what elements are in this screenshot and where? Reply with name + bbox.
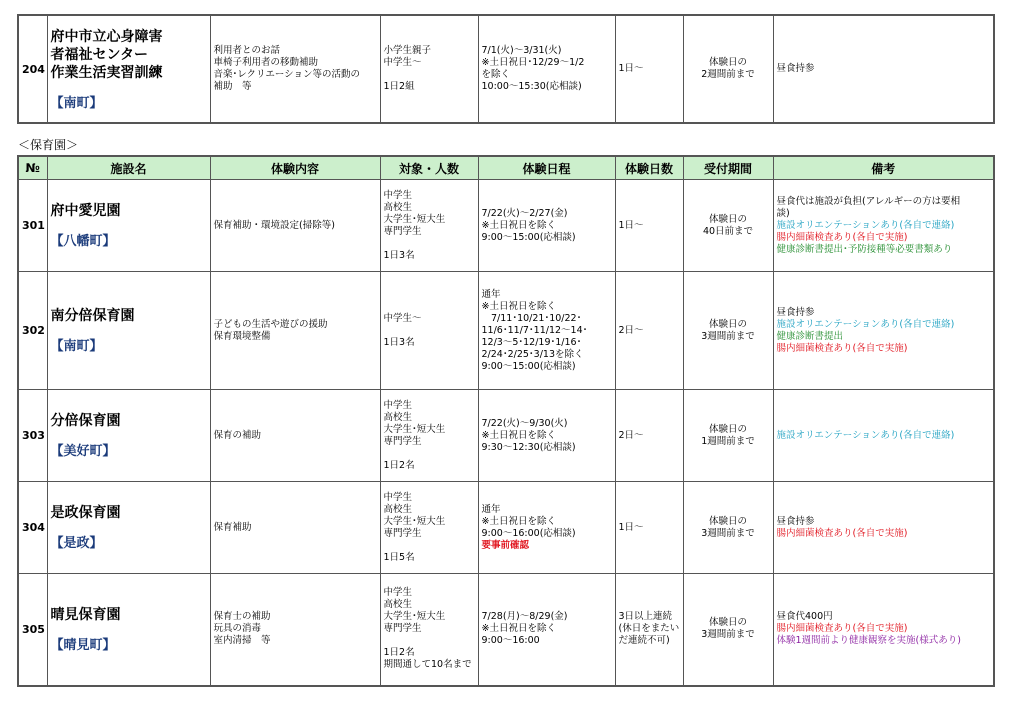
schedule-line: ※土日祝日を除く (481, 515, 556, 527)
target-line: 1日5名 (383, 551, 415, 563)
content-cell (210, 390, 380, 482)
target-line (384, 325, 475, 337)
facility-name (51, 28, 207, 82)
header-content: 体験内容 (210, 156, 380, 180)
schedule-line: ※土日祝日を除く (481, 300, 556, 312)
table-row (18, 574, 994, 686)
note-line: 昼食持参 (776, 515, 815, 527)
row-number: 305 (18, 574, 47, 686)
deadline-line: 3週間前まで (701, 527, 755, 539)
target-line: 1日2名 (383, 459, 415, 471)
facility-town: 【晴見町】 (50, 637, 116, 653)
schedule-cell (478, 15, 615, 123)
target-line: 高校生 (383, 201, 413, 213)
facility-town: 【八幡町】 (50, 234, 116, 249)
content-cell (210, 272, 380, 390)
target-cell (380, 180, 478, 272)
facility-town: 【美好町】 (50, 444, 116, 459)
facility-name: 是政保育園 (50, 505, 121, 521)
content-line: 利用者とのお話 (213, 45, 281, 56)
schedule-cell (478, 482, 615, 574)
facility-cell (47, 390, 210, 482)
facility-name: 晴見保育園 (50, 606, 121, 623)
target-line: 大学生･短大生 (383, 515, 446, 527)
content-line: 保育補助・環境設定(掃除等) (213, 219, 335, 231)
facility-name: 分倍保育園 (50, 413, 121, 429)
schedule-cell (478, 390, 615, 482)
row-number: 204 (18, 15, 47, 123)
note-line: 昼食持参 (776, 63, 815, 74)
schedule-line: 7/22(火)～2/27(金) (481, 207, 568, 219)
deadline-cell (683, 15, 773, 123)
target-cell (380, 272, 478, 390)
schedule-line: 通年 (481, 503, 501, 515)
schedule-line: 12/3～5･12/19･1/16･ (481, 336, 582, 348)
deadline-line: 1週間前まで (701, 435, 755, 447)
schedule-line: 7/22(火)～9/30(火) (481, 417, 568, 429)
content-cell (210, 574, 380, 686)
header-days: 体験日数 (615, 156, 683, 180)
content-cell (210, 180, 380, 272)
content-line: 保育士の補助 (213, 611, 271, 623)
note-line: 腸内細菌検査あり(各自で実施) (776, 231, 908, 243)
target-line: 専門学生 (383, 225, 422, 237)
deadline-line: 体験日の (708, 515, 747, 527)
section-heading: ＜保育園＞ (18, 138, 79, 152)
target-line: 大学生･短大生 (383, 423, 446, 435)
target-line: 中学生 (383, 189, 413, 201)
schedule-cell (478, 574, 615, 686)
header-facility: 施設名 (47, 156, 210, 180)
header-notes: 備考 (773, 156, 994, 180)
notes-cell (773, 574, 994, 686)
target-line (384, 238, 475, 250)
deadline-line: 2週間前まで (701, 69, 755, 80)
target-line: 1日2名 (383, 647, 415, 659)
facility-name: 南分倍保育園 (50, 308, 135, 324)
notes-cell (773, 482, 994, 574)
facility-cell (47, 574, 210, 686)
target-cell (380, 390, 478, 482)
target-cell (380, 15, 478, 123)
content-cell (210, 482, 380, 574)
deadline-line: 3週間前まで (701, 629, 755, 641)
days-cell: 2日～ (615, 272, 683, 390)
note-line: 健康診断書提出 (776, 330, 844, 342)
note-line: 施設オリエンテーションあり(各自で連絡) (776, 429, 955, 441)
deadline-line: 3週間前まで (701, 330, 755, 342)
schedule-cell (478, 180, 615, 272)
schedule-line: 9:00～15:00(応相談) (481, 360, 576, 372)
target-line: 中学生～ (383, 312, 422, 324)
schedule-line: ※土日祝日を除く (481, 429, 556, 441)
row-number: 302 (18, 272, 47, 390)
target-line: 中学生 (383, 587, 413, 599)
schedule-line: 9:30～12:30(応相談) (481, 441, 576, 453)
nursery-table (17, 155, 995, 687)
facility-town: 【是政】 (50, 536, 103, 551)
schedule-line: ※土日祝日を除く (481, 623, 556, 635)
note-line: 施設オリエンテーションあり(各自で連絡) (776, 219, 955, 231)
facility-town: 【南町】 (50, 95, 103, 111)
facility-name-line: 作業生活実習訓練 (50, 64, 163, 81)
facility-cell (47, 272, 210, 390)
schedule-line: 9:00～16:00 (481, 635, 540, 647)
content-line: 補助 等 (213, 81, 252, 92)
target-line: 期間通して10名まで (383, 659, 472, 671)
schedule-line: 7/1(火)～3/31(火) (481, 45, 562, 56)
notes-cell (773, 272, 994, 390)
schedule-line: を除く (481, 69, 511, 80)
table-row (18, 390, 994, 482)
target-line: 中学生 (383, 491, 413, 503)
target-line (384, 635, 475, 647)
note-line: 昼食持参 (776, 306, 815, 318)
deadline-line: 体験日の (708, 423, 747, 435)
schedule-alert: 要事前確認 (481, 539, 530, 551)
schedule-line: 9:00～16:00(応相談) (481, 527, 576, 539)
target-line: 1日3名 (383, 249, 415, 261)
target-line (384, 448, 475, 460)
facility-cell (47, 180, 210, 272)
target-line (384, 540, 475, 552)
days-cell: 2日～ (615, 390, 683, 482)
content-cell (210, 15, 380, 123)
schedule-line: 2/24･2/25･3/13を除く (481, 348, 584, 360)
header-no: № (18, 156, 47, 180)
schedule-cell (478, 272, 615, 390)
content-line: 保育の補助 (213, 429, 262, 441)
header-target: 対象・人数 (380, 156, 478, 180)
schedule-line: 9:00～15:00(応相談) (481, 231, 576, 243)
target-line: 大学生･短大生 (383, 611, 446, 623)
notes-cell (773, 15, 994, 123)
header-row (18, 156, 994, 180)
table-row (18, 15, 994, 123)
table-row (18, 482, 994, 574)
rows-body (18, 180, 994, 686)
deadline-line: 40日前まで (702, 225, 754, 237)
note-line: 健康診断書提出･予防接種等必要書類あり (776, 243, 953, 255)
notes-cell (773, 390, 994, 482)
target-line (384, 69, 475, 81)
note-line: 腸内細菌検査あり(各自で実施) (776, 342, 908, 354)
content-line: 保育補助 (213, 521, 252, 533)
schedule-line: 11/6･11/7･11/12～14･ (481, 324, 588, 336)
deadline-cell (683, 180, 773, 272)
schedule-line: 7/11･10/21･10/22･ (481, 312, 582, 324)
deadline-cell (683, 574, 773, 686)
days-cell: 1日～ (615, 180, 683, 272)
facility-town: 【南町】 (50, 339, 103, 354)
content-line: 保育環境整備 (213, 330, 271, 342)
notes-cell (773, 180, 994, 272)
note-line: 談) (776, 207, 790, 219)
deadline-line: 体験日の (708, 57, 747, 68)
deadline-line: 体験日の (708, 617, 747, 629)
note-line: 昼食代は施設が負担(アレルギーの方は要相 (776, 195, 961, 207)
content-line: 音楽･レクリエーション等の活動の (213, 69, 360, 80)
target-line: 高校生 (383, 411, 413, 423)
row-number: 301 (18, 180, 47, 272)
target-line: 専門学生 (383, 527, 422, 539)
days-cell: 1日～ (615, 15, 683, 123)
schedule-line: 10:00～15:30(応相談) (481, 81, 582, 92)
deadline-cell (683, 272, 773, 390)
row-number: 303 (18, 390, 47, 482)
target-line: 1日2組 (383, 81, 415, 92)
target-line: 専門学生 (383, 623, 422, 635)
row-number: 304 (18, 482, 47, 574)
note-line: 腸内細菌検査あり(各自で実施) (776, 527, 908, 539)
schedule-line: ※土日祝日を除く (481, 219, 556, 231)
content-line: 玩具の消毒 (213, 623, 262, 635)
content-line: 子どもの生活や遊びの援助 (213, 318, 328, 330)
note-line: 体験1週間前より健康観察を実施(様式あり) (776, 635, 961, 647)
target-line: 1日3名 (383, 336, 415, 348)
schedule-line: 通年 (481, 288, 501, 300)
target-line: 高校生 (383, 503, 413, 515)
target-line: 中学生 (383, 399, 413, 411)
schedule-line: 7/28(月)～8/29(金) (481, 611, 568, 623)
disability-facility-table (17, 14, 995, 124)
schedule-line: ※土日祝日･12/29～1/2 (481, 57, 585, 68)
facility-cell (47, 15, 210, 123)
target-line: 中学生～ (383, 57, 422, 68)
facility-cell (47, 482, 210, 574)
table-row (18, 180, 994, 272)
note-line: 施設オリエンテーションあり(各自で連絡) (776, 318, 955, 330)
table-row (18, 272, 994, 390)
content-line: 車椅子利用者の移動補助 (213, 57, 319, 68)
deadline-line: 体験日の (708, 213, 747, 225)
deadline-cell (683, 482, 773, 574)
facility-name-line: 者福祉センター (50, 46, 148, 63)
target-cell (380, 574, 478, 686)
deadline-line: 体験日の (708, 318, 747, 330)
days-cell: 3日以上連続(休日をまたいだ連続不可) (615, 574, 683, 686)
note-line: 腸内細菌検査あり(各自で実施) (776, 623, 908, 635)
target-line: 小学生親子 (383, 45, 432, 56)
days-cell: 1日～ (615, 482, 683, 574)
content-line: 室内清掃 等 (213, 635, 271, 647)
deadline-cell (683, 390, 773, 482)
note-line: 昼食代400円 (776, 611, 833, 623)
target-line: 高校生 (383, 599, 413, 611)
header-deadline: 受付期間 (683, 156, 773, 180)
header-schedule: 体験日程 (478, 156, 615, 180)
facility-name-line: 府中市立心身障害 (50, 28, 163, 45)
facility-name: 府中愛児園 (50, 203, 121, 219)
target-line: 専門学生 (383, 435, 422, 447)
target-cell (380, 482, 478, 574)
target-line: 大学生･短大生 (383, 213, 446, 225)
